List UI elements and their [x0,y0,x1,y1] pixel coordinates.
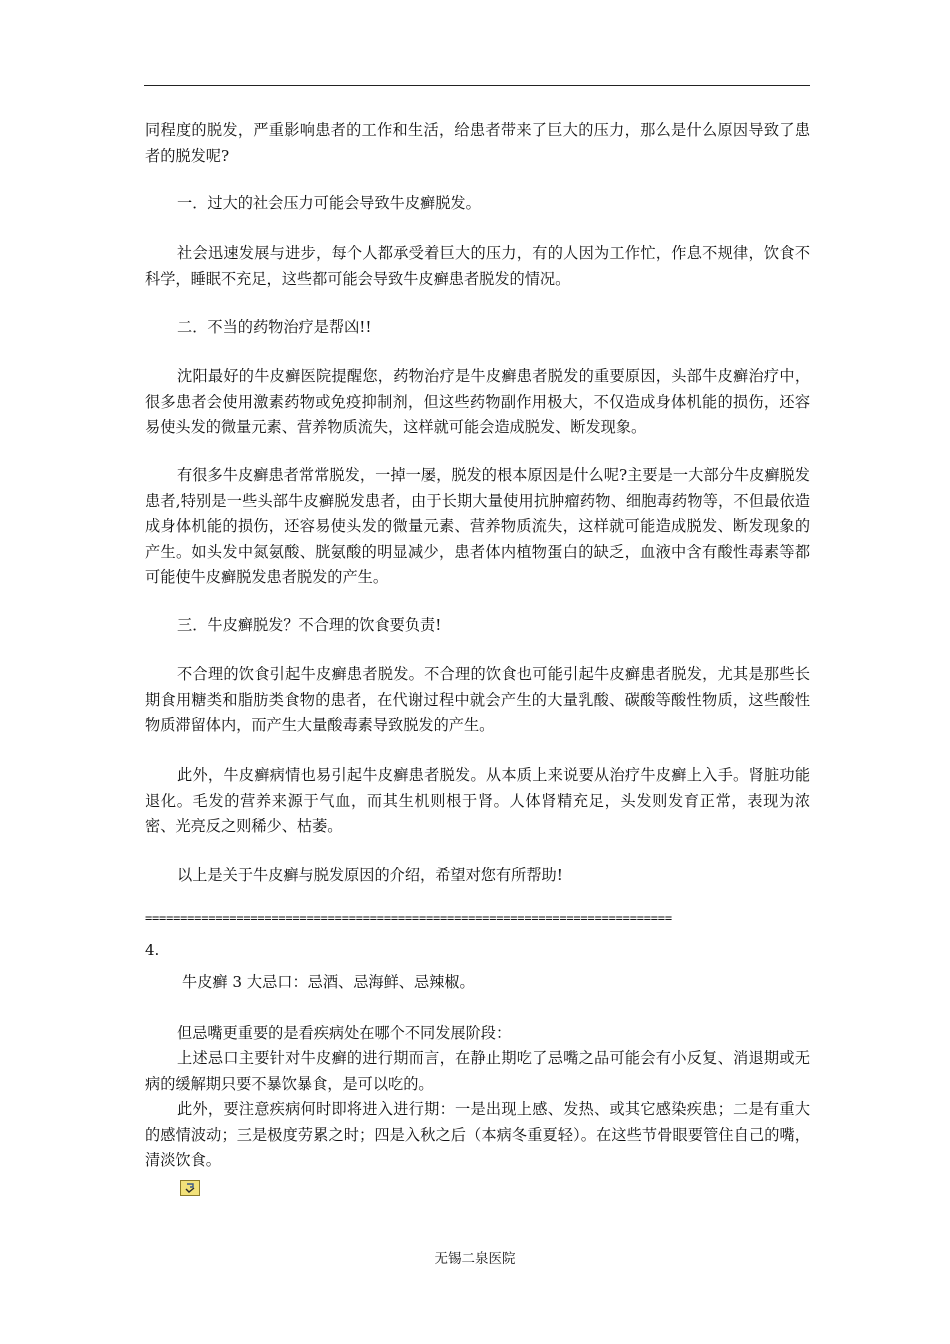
paragraph-9: 此外，要注意疾病何时即将进入进行期：一是出现上感、发热、或其它感染疾患；二是有重大的感情波动；三是极度劳累之时；四是入秋之后（本病冬重夏轻）。在这些节骨眼要管住自己的嘴，清淡饮食。 [145,1100,810,1169]
embedded-object-icon[interactable] [180,1180,200,1196]
paragraph-8: 上述忌口主要针对牛皮癣的进行期而言，在静止期吃了忌嘴之品可能会有小反复、消退期或无病的缓解期只要不暴饮暴食，是可以吃的。 [145,1049,810,1093]
header-rule [144,85,810,86]
paragraph-3: 有很多牛皮癣患者常常脱发，一掉一屡，脱发的根本原因是什么呢?主要是一大部分牛皮癣脱发患者,特别是一些头部牛皮癣脱发患者，由于长期大量使用抗肿瘤药物、细胞毒药物等，不但最依造成身体机能的损伤，还容易使头发的微量元素、营养物质流失，这样就可能造成脱发、断发现象的产生。如头发中氮氨酸、胱氨酸的明显减少，患者体内植物蛋白的缺乏，血液中含有酸性毒素等都可能使牛皮癣脱发患者脱发的产生。 [145,466,810,586]
page-footer: 无锡二泉医院 [434,1251,516,1267]
heading-2: 二．不当的药物治疗是帮凶!! [177,318,372,336]
paragraph-5: 此外，牛皮癣病情也易引起牛皮癣患者脱发。从本质上来说要从治疗牛皮癣上入手。肾脏功能退化。毛发的营养来源于气血，而其生机则根于肾。人体肾精充足，头发则发育正常，表现为浓密、光亮反之则稀少、枯萎。 [145,766,810,835]
heading-3: 三．牛皮癣脱发？不合理的饮食要负责! [177,616,442,634]
heading-1: 一．过大的社会压力可能会导致牛皮癣脱发。 [177,194,481,212]
paragraph-7: 但忌嘴更重要的是看疾病处在哪个不同发展阶段： [177,1024,512,1042]
item-number: 4. [145,941,160,959]
intro-line: 同程度的脱发，严重影响患者的工作和生活，给患者带来了巨大的压力，那么是什么原因导致了患者的脱发呢? [145,121,810,165]
paragraph-1: 社会迅速发展与进步，每个人都承受着巨大的压力，有的人因为工作忙，作息不规律，饮食不科学，睡眠不充足，这些都可能会导致牛皮癣患者脱发的情况。 [145,244,810,288]
separator-line: =========================================================================== [145,911,672,925]
embedded-object-glyph [181,1181,199,1195]
paragraph-2: 沈阳最好的牛皮癣医院提醒您，药物治疗是牛皮癣患者脱发的重要原因，头部牛皮癣治疗中，很多患者会使用激素药物或免疫抑制剂，但这些药物副作用极大，不仅造成身体机能的损伤，还容易使头发的微量元素、营养物质流失，这样就可能会造成脱发、断发现象。 [145,367,810,436]
paragraph-4: 不合理的饮食引起牛皮癣患者脱发。不合理的饮食也可能引起牛皮癣患者脱发，尤其是那些长期食用糖类和脂肪类食物的患者，在代谢过程中就会产生的大量乳酸、碳酸等酸性物质，这些酸性物质滞留体内，而产生大量酸毒素导致脱发的产生。 [145,665,810,734]
paragraph-6: 以上是关于牛皮癣与脱发原因的介绍，希望对您有所帮助! [177,866,563,884]
item-line: 牛皮癣 3 大忌口：忌酒、忌海鲜、忌辣椒。 [182,973,475,991]
